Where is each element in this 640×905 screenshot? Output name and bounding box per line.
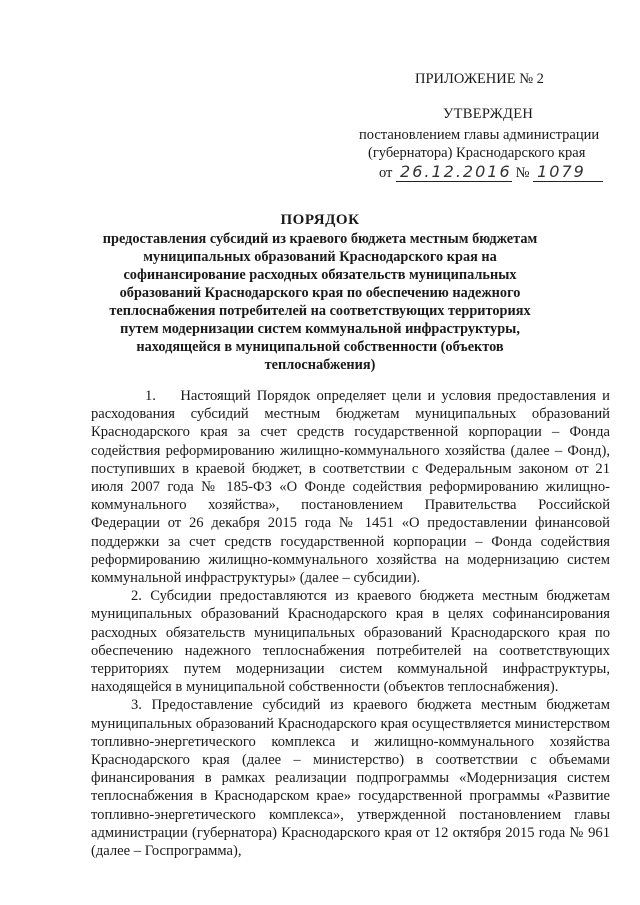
- handwritten-number: 1079: [533, 162, 603, 182]
- approved-by-line-2: (губернатора) Краснодарского края: [368, 145, 586, 161]
- document-subtitle: предоставления субсидий из краевого бюджета местным бюджетам муниципальных образований Краснодарского края на софинансирование расходных обязательств муниципальных образований Краснодарского края по обеспечению надежного теплоснабжения потребителей на соответствующих территориях путем модернизации систем коммунальной инфраструктуры, находящейся в муниципальной собственности (объектов теплоснабжения): [102, 231, 538, 373]
- document-body: [91, 387, 610, 860]
- approved-by-line-1: постановлением главы администрации: [359, 127, 600, 143]
- paragraph-1: 1. Настоящий Порядок определяет цели и условия предоставления и расходования субсидий местным бюджетам муниципальных образований Краснодарского края за счет средств государственной корпорации – Фонда содействия реформированию жилищно-коммунального хозяйства (далее – Фонд), поступивших в краевой бюджет, в соответствии с Федеральным законом от 21 июля 2007 года № 185-ФЗ «О Фонде содействия реформированию жилищно-коммунального хозяйства», постановлением Правительства Российской Федерации от 26 декабря 2015 года № 1451 «О предоставлении финансовой поддержки за счет средств государственной корпорации – Фонда содействия реформированию жилищно-коммунального хозяйства на модернизацию систем коммунальной инфраструктуры» (далее – субсидии).: [91, 388, 610, 587]
- handwritten-date: 26.12.2016: [396, 162, 512, 182]
- date-prefix: от: [379, 165, 393, 181]
- approved-label: УТВЕРЖДЕН: [443, 106, 534, 122]
- appendix-label: ПРИЛОЖЕНИЕ № 2: [415, 71, 544, 87]
- paragraph-2: 2. Субсидии предоставляются из краевого бюджета местным бюджетам муниципальных образований Краснодарского края в целях софинансирования расходных обязательств муниципальных образований Краснодарского края по обеспечению надежного теплоснабжения потребителей на соответствующих территориях путем модернизации систем коммунальной инфраструктуры, находящейся в муниципальной собственности (объектов теплоснабжения).: [91, 588, 610, 696]
- document-title: ПОРЯДОК: [280, 212, 360, 228]
- paragraph-3: 3. Предоставление субсидий из краевого бюджета местным бюджетам муниципальных образований Краснодарского края осуществляется министерством топливно-энергетического комплекса и жилищно-коммунального хозяйства Краснодарского края (далее – министерство) в соответствии с объемами финансирования в рамках реализации подпрограммы «Модернизация систем теплоснабжения в Краснодарском крае» государственной программы «Развитие топливно-энергетического комплекса», утвержденной постановлением главы администрации (губернатора) Краснодарского края от 12 октября 2015 года № 961 (далее – Госпрограмма),: [91, 697, 610, 860]
- number-prefix: №: [515, 165, 530, 181]
- approval-date-line: [379, 162, 603, 182]
